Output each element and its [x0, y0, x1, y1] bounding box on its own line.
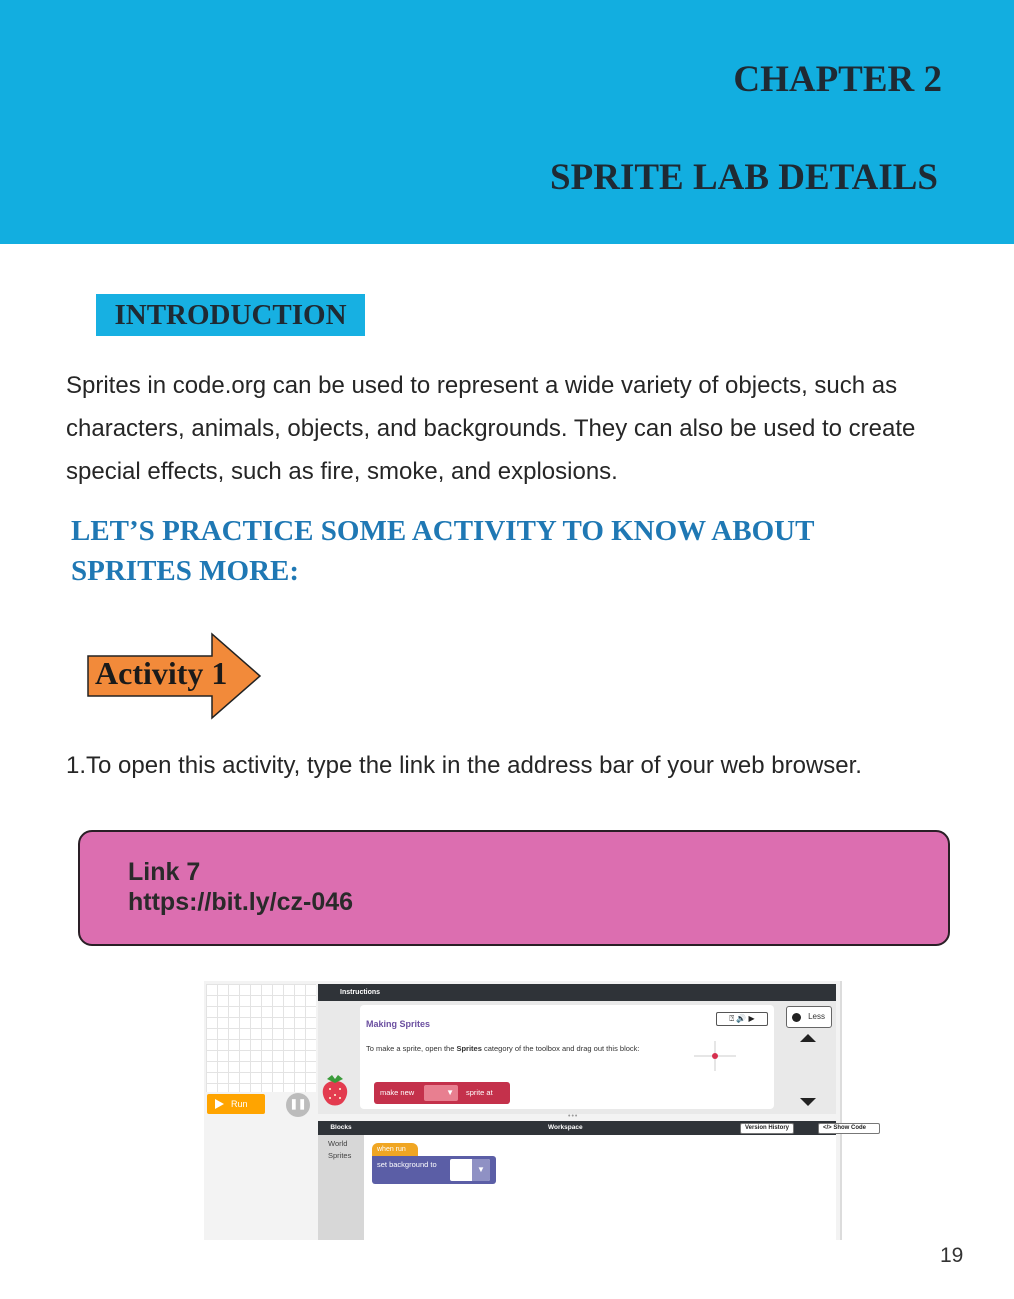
make-block-label: make new — [380, 1088, 415, 1097]
instructions-panel — [318, 984, 836, 1114]
version-history-button[interactable]: Version History — [740, 1123, 794, 1134]
chapter-title: SPRITE LAB DETAILS — [550, 157, 938, 198]
play-area-grid — [206, 984, 316, 1092]
run-button[interactable] — [207, 1094, 265, 1114]
collapse-icon — [792, 1013, 801, 1022]
introduction-heading: INTRODUCTION — [96, 294, 365, 336]
link-title: Link 7 — [128, 858, 201, 886]
audio-controls[interactable]: ⍰ 🔊 ▶ — [716, 1012, 768, 1026]
less-label: Less — [808, 1012, 825, 1021]
scroll-down-icon[interactable] — [800, 1098, 816, 1106]
instr-text-pre: To make a sprite, open the — [366, 1044, 457, 1053]
blocks-header: Blocks — [318, 1121, 364, 1135]
practice-heading: LET’S PRACTICE SOME ACTIVITY TO KNOW ABOUT SPRITES MORE: — [71, 515, 814, 587]
link-url[interactable]: https://bit.ly/cz-046 — [128, 888, 354, 916]
chapter-number: CHAPTER 2 — [733, 59, 942, 100]
dropdown-arrow-icon: ▼ — [472, 1159, 490, 1181]
instr-text-bold: Sprites — [456, 1044, 482, 1053]
show-code-button[interactable]: </> Show Code — [818, 1123, 880, 1134]
page-number: 19 — [940, 1244, 964, 1267]
instructions-body — [366, 1043, 678, 1055]
dropdown-arrow-icon: ▼ — [446, 1088, 454, 1097]
crosshair-icon — [694, 1041, 736, 1071]
activity-label: Activity 1 — [95, 655, 228, 691]
chapter-banner — [0, 0, 1014, 244]
pause-icon[interactable]: ❚❚ — [286, 1093, 310, 1117]
instructions-title: Making Sprites — [366, 1019, 431, 1029]
strawberry-icon — [318, 1071, 352, 1109]
workspace-area[interactable] — [364, 1135, 836, 1240]
run-label: Run — [231, 1099, 248, 1109]
scroll-up-icon[interactable] — [800, 1034, 816, 1042]
instructions-card — [360, 1005, 774, 1109]
instr-text-post: category of the toolbox and drag out this block: — [481, 1044, 640, 1053]
resize-handle[interactable]: ••• — [568, 1113, 579, 1120]
workspace-header — [364, 1121, 867, 1135]
sprite-dropdown[interactable] — [424, 1085, 458, 1101]
sprite-lab-screenshot — [204, 981, 867, 1240]
make-new-sprite-block[interactable] — [374, 1082, 510, 1104]
when-run-block[interactable]: when run — [372, 1143, 418, 1157]
toolbox-item-world[interactable]: World — [328, 1139, 348, 1148]
link-box — [78, 830, 950, 946]
introduction-paragraph: Sprites in code.org can be used to represent a wide variety of objects, such as characters, animals, objects, and backgrounds. They can also be used to create special effects, such as fire, smoke, and explosions. — [66, 372, 916, 485]
toolbox — [318, 1121, 364, 1240]
workspace-title: Workspace — [548, 1124, 583, 1131]
instructions-header: Instructions — [318, 984, 836, 1001]
make-block-sprite-label: sprite at — [466, 1088, 493, 1097]
less-button[interactable] — [786, 1006, 832, 1028]
toolbox-item-sprites[interactable]: Sprites — [328, 1151, 352, 1160]
set-background-label: set background to — [377, 1160, 437, 1169]
play-icon — [215, 1099, 224, 1109]
background-dropdown[interactable] — [450, 1159, 490, 1181]
set-background-block[interactable] — [372, 1156, 496, 1184]
step-1-text: 1.To open this activity, type the link in the address bar of your web browser. — [66, 752, 862, 779]
